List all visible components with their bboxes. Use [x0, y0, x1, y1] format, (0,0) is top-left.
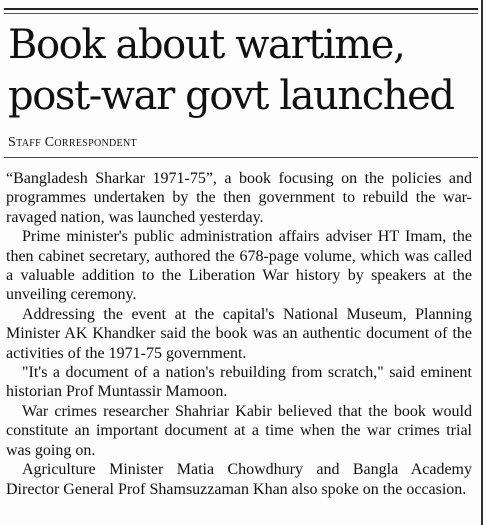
headline [8, 20, 478, 122]
byline: Staff Correspondent [8, 135, 137, 150]
column-rule [481, 0, 483, 525]
paragraph: "It's a document of a nation's rebuilding from scratch," said eminent historian Prof Muntassir Mamoon. [6, 364, 472, 401]
top-rule [4, 8, 478, 10]
paragraph: Agriculture Minister Matia Chowdhury and Bangla Academy Director General Prof Shamsuzzaman Khan also spoke on the occasion. [6, 461, 472, 498]
headline-line-2: post-war govt launched [8, 73, 454, 119]
top-rule-thin [4, 13, 478, 14]
headline-line-1: Book about wartime, [8, 22, 405, 68]
paragraph: Addressing the event at the capital's National Museum, Planning Minister AK Khandker said the book was an authentic document of the activities of the 1971-75 government. [6, 305, 472, 362]
paragraph: “Bangladesh Sharkar 1971-75”, a book focusing on the policies and programmes undertaken by the then government to rebuild the war-ravaged nation, was launched yesterday. [6, 170, 472, 226]
paragraph: War crimes researcher Shahriar Kabir believed that the book would constitute an important document at a time when the war crimes trial was going on. [6, 402, 472, 459]
paragraph: Prime minister's public administration affairs adviser HT Imam, the then cabinet secretary, authored the 678-page volume, which was called a valuable addition to the Liberation War history by speakers at the unveiling ceremony. [6, 228, 472, 304]
article-body [6, 169, 472, 499]
byline-rule [4, 157, 478, 158]
